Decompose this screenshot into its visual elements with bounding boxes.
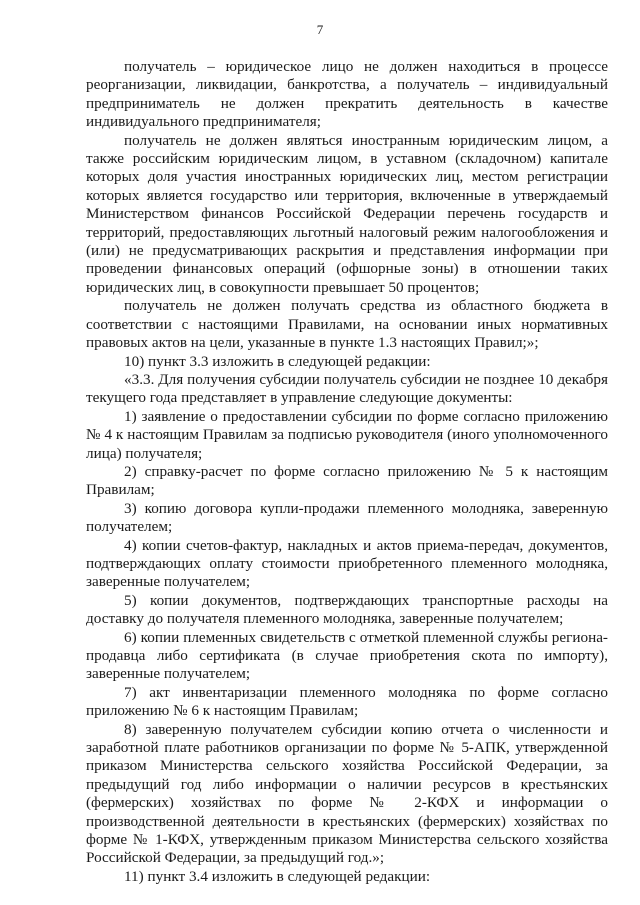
list-item: 1) заявление о предоставлении субсидии по форме согласно приложению № 4 к настоящим Правилам за подписью руководителя (иного уполномоченного лица) получателя; [86,407,608,462]
page-number: 7 [316,22,324,37]
document-body [86,58,608,886]
paragraph: получатель не должен получать средства из областного бюджета в соответствии с настоящими Правилами, на основании иных нормативных правовых актов на цели, указанные в пункте 1.3 настоящих Правил;»; [86,297,608,352]
paragraph: «3.3. Для получения субсидии получатель субсидии не позднее 10 декабря текущего года представляет в управление следующие документы: [86,370,608,407]
list-item: 7) акт инвентаризации племенного молодняка по форме согласно приложению № 6 к настоящим Правилам; [86,683,608,720]
list-item: 4) копии счетов-фактур, накладных и актов приема-передач, документов, подтверждающих оплату стоимости приобретенного племенного молодняка, заверенные получателем; [86,536,608,591]
paragraph: получатель – юридическое лицо не должен находиться в процессе реорганизации, ликвидации, банкротства, а получатель – индивидуальный предприниматель не должен прекратить деятельность в качестве индивидуального предпринимателя; [86,58,608,131]
list-item: 5) копии документов, подтверждающих транспортные расходы на доставку до получателя племенного молодняка, заверенные получателем; [86,591,608,628]
list-item: 3) копию договора купли-продажи племенного молодняка, заверенную получателем; [86,499,608,536]
paragraph: 11) пункт 3.4 изложить в следующей редакции: [124,867,431,885]
list-item: 6) копии племенных свидетельств с отметкой племенной службы региона-продавца либо сертификата (в случае приобретения скота по импорту), заверенные получателем; [86,628,608,683]
list-item: 2) справку-расчет по форме согласно приложению № 5 к настоящим Правилам; [86,462,608,499]
paragraph: получатель не должен являться иностранным юридическим лицом, а также российским юридическим лицом, в уставном (складочном) капитале которых доля участия иностранных юридических лиц, местом регистрации которых является государство или территория, включенные в утверждаемый Министерством финансов Российской Федерации перечень государств и территорий, предоставляющих льготный налоговый режим налогообложения и (или) не предусматривающих раскрытия и представления информации при проведении финансовых операций (офшорные зоны) в отношении таких юридических лиц, в совокупности превышает 50 процентов; [86,131,608,296]
paragraph: 10) пункт 3.3 изложить в следующей редакции: [124,352,431,370]
list-item: 8) заверенную получателем субсидии копию отчета о численности и заработной плате работников организации по форме № 5-АПК, утвержденной приказом Министерства сельского хозяйства Российской Федерации, за предыдущий год либо информации о наличии ресурсов в крестьянских (фермерских) хозяйствах по форме № 2-КФХ и информации о производственной деятельности в крестьянских (фермерских) хозяйствах по форме № 1-КФХ, утвержденным приказом Министерства сельского хозяйства Российской Федерации, за предыдущий год.»; [86,720,608,867]
